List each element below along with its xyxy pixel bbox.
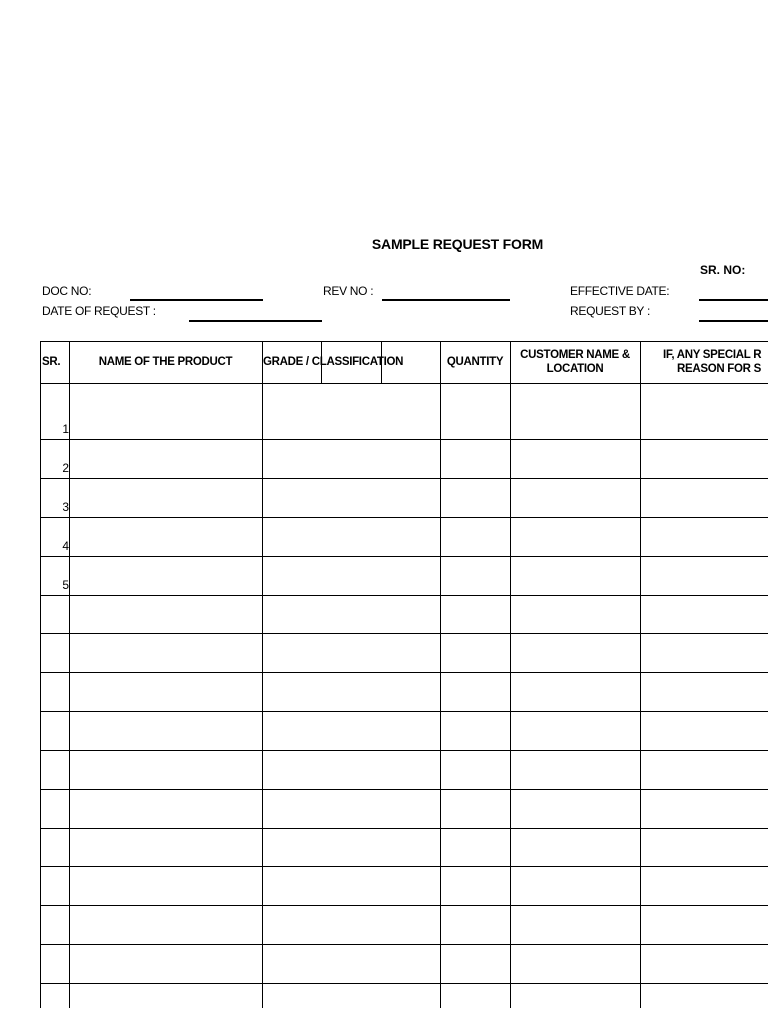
date-of-request-field[interactable] <box>189 320 322 322</box>
header-special-line1: IF, ANY SPECIAL R <box>663 349 762 361</box>
header-special <box>640 341 768 383</box>
header-special-line2: REASON FOR S <box>677 363 761 375</box>
column-divider <box>262 341 263 1008</box>
row-number: 4 <box>62 539 69 553</box>
header-customer-line1: CUSTOMER NAME & <box>520 349 630 361</box>
table-border-left <box>40 341 41 1008</box>
row-line <box>40 711 768 712</box>
header-sr: SR. <box>42 356 61 368</box>
sr-no-label: SR. NO: <box>700 263 746 277</box>
row-number: 3 <box>62 500 69 514</box>
header-customer <box>510 341 640 383</box>
date-of-request-label: DATE OF REQUEST : <box>42 304 156 318</box>
column-divider <box>440 341 441 1008</box>
row-line <box>40 828 768 829</box>
row-line <box>40 789 768 790</box>
row-line <box>40 672 768 673</box>
row-line <box>40 595 768 596</box>
row-line <box>40 983 768 984</box>
header-quantity: QUANTITY <box>446 356 504 368</box>
request-by-field[interactable] <box>699 320 768 322</box>
rev-no-label: REV NO : <box>323 284 374 298</box>
request-by-label: REQUEST BY : <box>570 304 650 318</box>
header-product: NAME OF THE PRODUCT <box>98 356 233 368</box>
column-divider <box>510 341 511 1008</box>
doc-no-field[interactable] <box>130 299 263 301</box>
row-line <box>40 517 768 518</box>
header-customer-line2: LOCATION <box>546 363 604 375</box>
form-title: SAMPLE REQUEST FORM <box>371 236 544 252</box>
column-divider <box>69 341 70 1008</box>
row-line <box>40 633 768 634</box>
row-line <box>40 750 768 751</box>
effective-date-label: EFFECTIVE DATE: <box>570 284 670 298</box>
row-line <box>40 478 768 479</box>
row-number: 2 <box>62 461 69 475</box>
doc-no-label: DOC NO: <box>42 284 92 298</box>
row-line <box>40 944 768 945</box>
header-grade: GRADE / CLASSIFICATION <box>263 356 404 368</box>
row-line <box>40 556 768 557</box>
row-number: 1 <box>62 422 69 436</box>
row-line <box>40 866 768 867</box>
header-bottom-line <box>40 383 768 384</box>
row-number: 5 <box>62 578 69 592</box>
effective-date-field[interactable] <box>699 299 768 301</box>
sample-request-table <box>40 341 768 1008</box>
row-line <box>40 439 768 440</box>
rev-no-field[interactable] <box>382 299 510 301</box>
row-line <box>40 905 768 906</box>
column-divider <box>640 341 641 1008</box>
